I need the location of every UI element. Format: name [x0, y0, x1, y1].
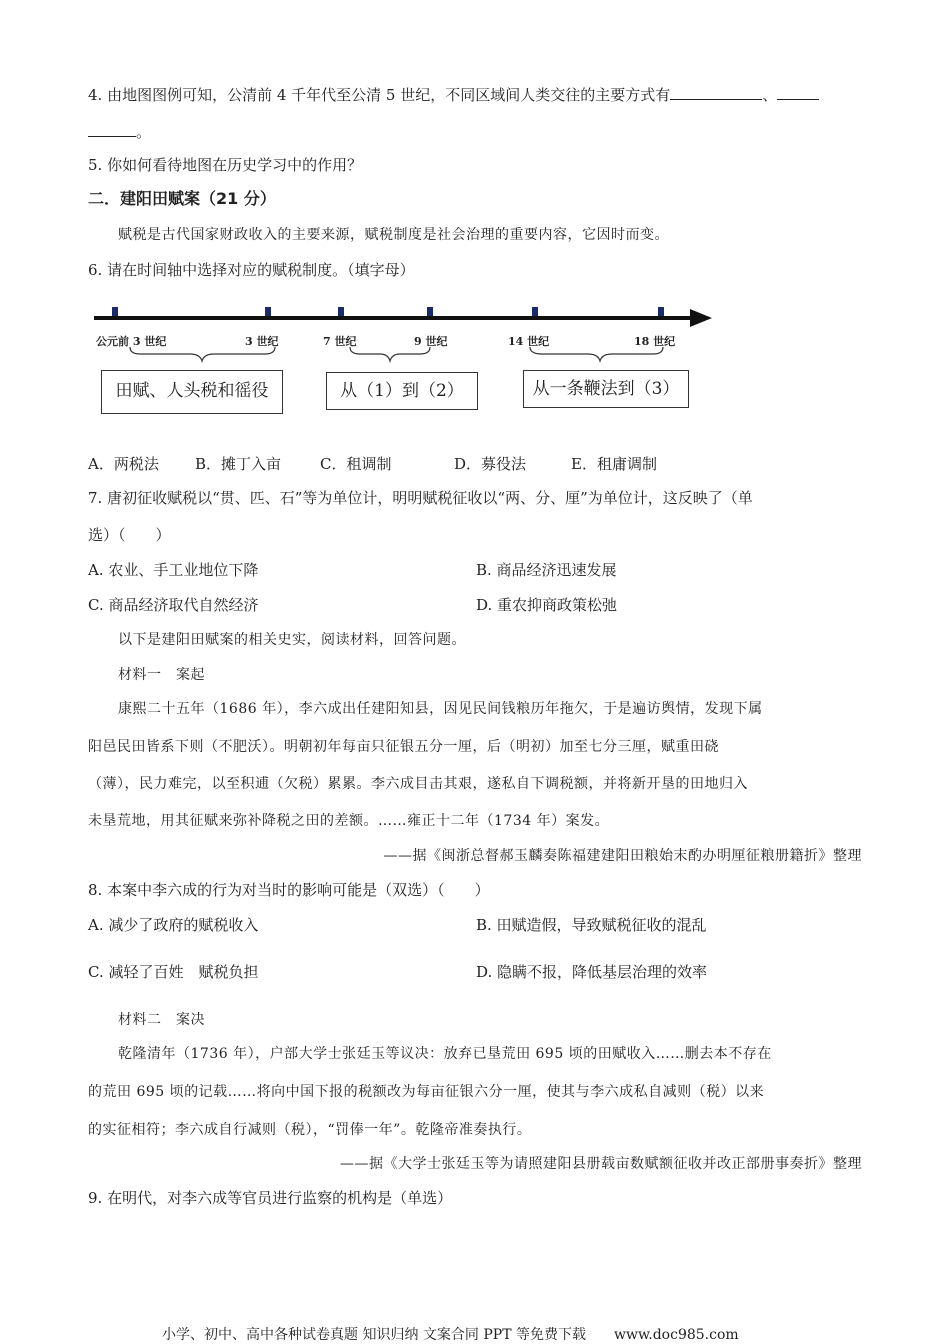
q7-option-c[interactable]: C. 商品经济取代自然经济: [88, 596, 259, 614]
material-1-source: ——据《闽浙总督郝玉麟奏陈福建建阳田粮始末酌办明厘征粮册籍折》整理: [383, 848, 862, 864]
material-intro: 以下是建阳田赋案的相关史实，阅读材料，回答问题。: [118, 632, 466, 648]
timeline-marker: [658, 307, 664, 316]
material-1-line: 阳邑民田皆系下则（不肥沃）。明朝初年每亩只征银五分一厘，后（明初）加至七分三厘，赋重田硗: [88, 739, 719, 755]
q8-option-a[interactable]: A. 减少了政府的赋税收入: [88, 916, 259, 934]
question-4: 4. 由地图图例可知，公清前 4 千年代至公清 5 世纪，不同区域间人类交往的主要方式有 、: [88, 84, 819, 105]
timeline-braces: [90, 345, 690, 365]
material-1-title: 材料一 案起: [118, 667, 205, 683]
material-2-source: ——据《大学士张廷玉等为请照建阳县册载亩数赋额征收并改正部册事奏折》整理: [340, 1156, 862, 1172]
q7-option-a[interactable]: A. 农业、手工业地位下降: [88, 561, 259, 579]
section-2-title: 二．建阳田赋案（21 分）: [88, 189, 276, 208]
tick-label: 9 世纪: [414, 335, 448, 348]
tick-label: 3 世纪: [245, 335, 279, 348]
q6-option-d[interactable]: D．募役法: [454, 455, 527, 473]
question-5: 5. 你如何看待地图在历史学习中的作用？: [88, 156, 363, 174]
question-6: 6. 请在时间轴中选择对应的赋税制度。（填字母）: [88, 261, 415, 279]
timeline-marker: [112, 307, 118, 316]
q8-option-b[interactable]: B. 田赋造假，导致赋税征收的混乱: [476, 916, 707, 934]
q6-option-a[interactable]: A．两税法: [88, 455, 159, 473]
material-1-line: （薄），民力难完，以至积逋（欠税）累累。李六成目击其艰，遂私自下调税额，并将新开垦的田地归入: [88, 776, 748, 792]
question-4-text: 4. 由地图图例可知，公清前 4 千年代至公清 5 世纪，不同区域间人类交往的主要方式有: [88, 86, 671, 104]
q6-option-e[interactable]: E．租庸调制: [571, 455, 657, 473]
material-1-line: 康熙二十五年（1686 年），李六成出任建阳知县，因见民间钱粮历年拖欠，于是遍访舆情，发现下属: [118, 701, 763, 717]
timeline-box-3: 从一条鞭法到（3）: [523, 370, 689, 408]
timeline-box-1: 田赋、人头税和徭役: [101, 370, 283, 414]
q7-option-b[interactable]: B. 商品经济迅速发展: [476, 561, 617, 579]
page-footer[interactable]: 小学、初中、高中各种试卷真题 知识归纳 文案合同 PPT 等免费下载 www.doc985.com: [162, 1327, 739, 1343]
section-intro: 赋税是古代国家财政收入的主要来源，赋税制度是社会治理的重要内容，它因时而变。: [118, 227, 669, 243]
brace-2: [350, 347, 430, 361]
q6-option-b[interactable]: B．摊丁入亩: [195, 455, 282, 473]
tick-label: 公元前 3 世纪: [96, 335, 167, 348]
timeline-box-2: 从（1）到（2）: [326, 372, 478, 410]
q8-option-c[interactable]: C. 减轻了百姓 赋税负担: [88, 963, 259, 981]
tick-label: 18 世纪: [634, 335, 676, 348]
tick-label: 7 世纪: [323, 335, 357, 348]
q6-option-c[interactable]: C．租调制: [320, 455, 392, 473]
material-2-line: 乾隆清年（1736 年），户部大学士张廷玉等议决：放弃已垦荒田 695 顷的田赋收入……删去本不存在: [118, 1046, 772, 1062]
question-7-continued: 选）（ ）: [88, 526, 171, 544]
brace-1: [130, 347, 275, 361]
question-8: 8. 本案中李六成的行为对当时的影响可能是（双选）（ ）: [88, 881, 490, 899]
q8-option-d[interactable]: D. 隐瞒不报，降低基层治理的效率: [476, 963, 708, 981]
timeline-arrow: [690, 309, 712, 327]
material-2-line: 的荒田 695 顷的记载……将向中国下报的税额改为每亩征银六分一厘，使其与李六成私自减则（税）以来: [88, 1084, 765, 1100]
material-2-title: 材料二 案决: [118, 1012, 205, 1028]
question-7: 7. 唐初征收赋税以“贯、匹、石”等为单位计，明明赋税征收以“两、分、厘”为单位计，这反映了（单: [88, 489, 753, 507]
timeline-marker: [427, 307, 433, 316]
timeline-axis: [90, 300, 720, 340]
answer-blank-2a[interactable]: [777, 84, 819, 100]
answer-blank-1[interactable]: [670, 84, 762, 100]
q7-option-d[interactable]: D. 重农抑商政策松弛: [476, 596, 618, 614]
timeline-marker: [532, 307, 538, 316]
tick-label: 14 世纪: [508, 335, 550, 348]
material-2-line: 的实征相符；李六成自行减则（税），“罚俸一年”。乾隆帝准奏执行。: [88, 1122, 532, 1138]
answer-blank-2b[interactable]: [88, 121, 136, 137]
question-9: 9. 在明代，对李六成等官员进行监察的机构是（单选）: [88, 1189, 453, 1207]
brace-3: [530, 347, 663, 361]
material-1-line: 未垦荒地，用其征赋来弥补降税之田的差额。……雍正十二年（1734 年）案发。: [88, 813, 610, 829]
timeline-marker: [338, 307, 344, 316]
question-4-continued: 。: [88, 121, 151, 142]
timeline-marker: [265, 307, 271, 316]
